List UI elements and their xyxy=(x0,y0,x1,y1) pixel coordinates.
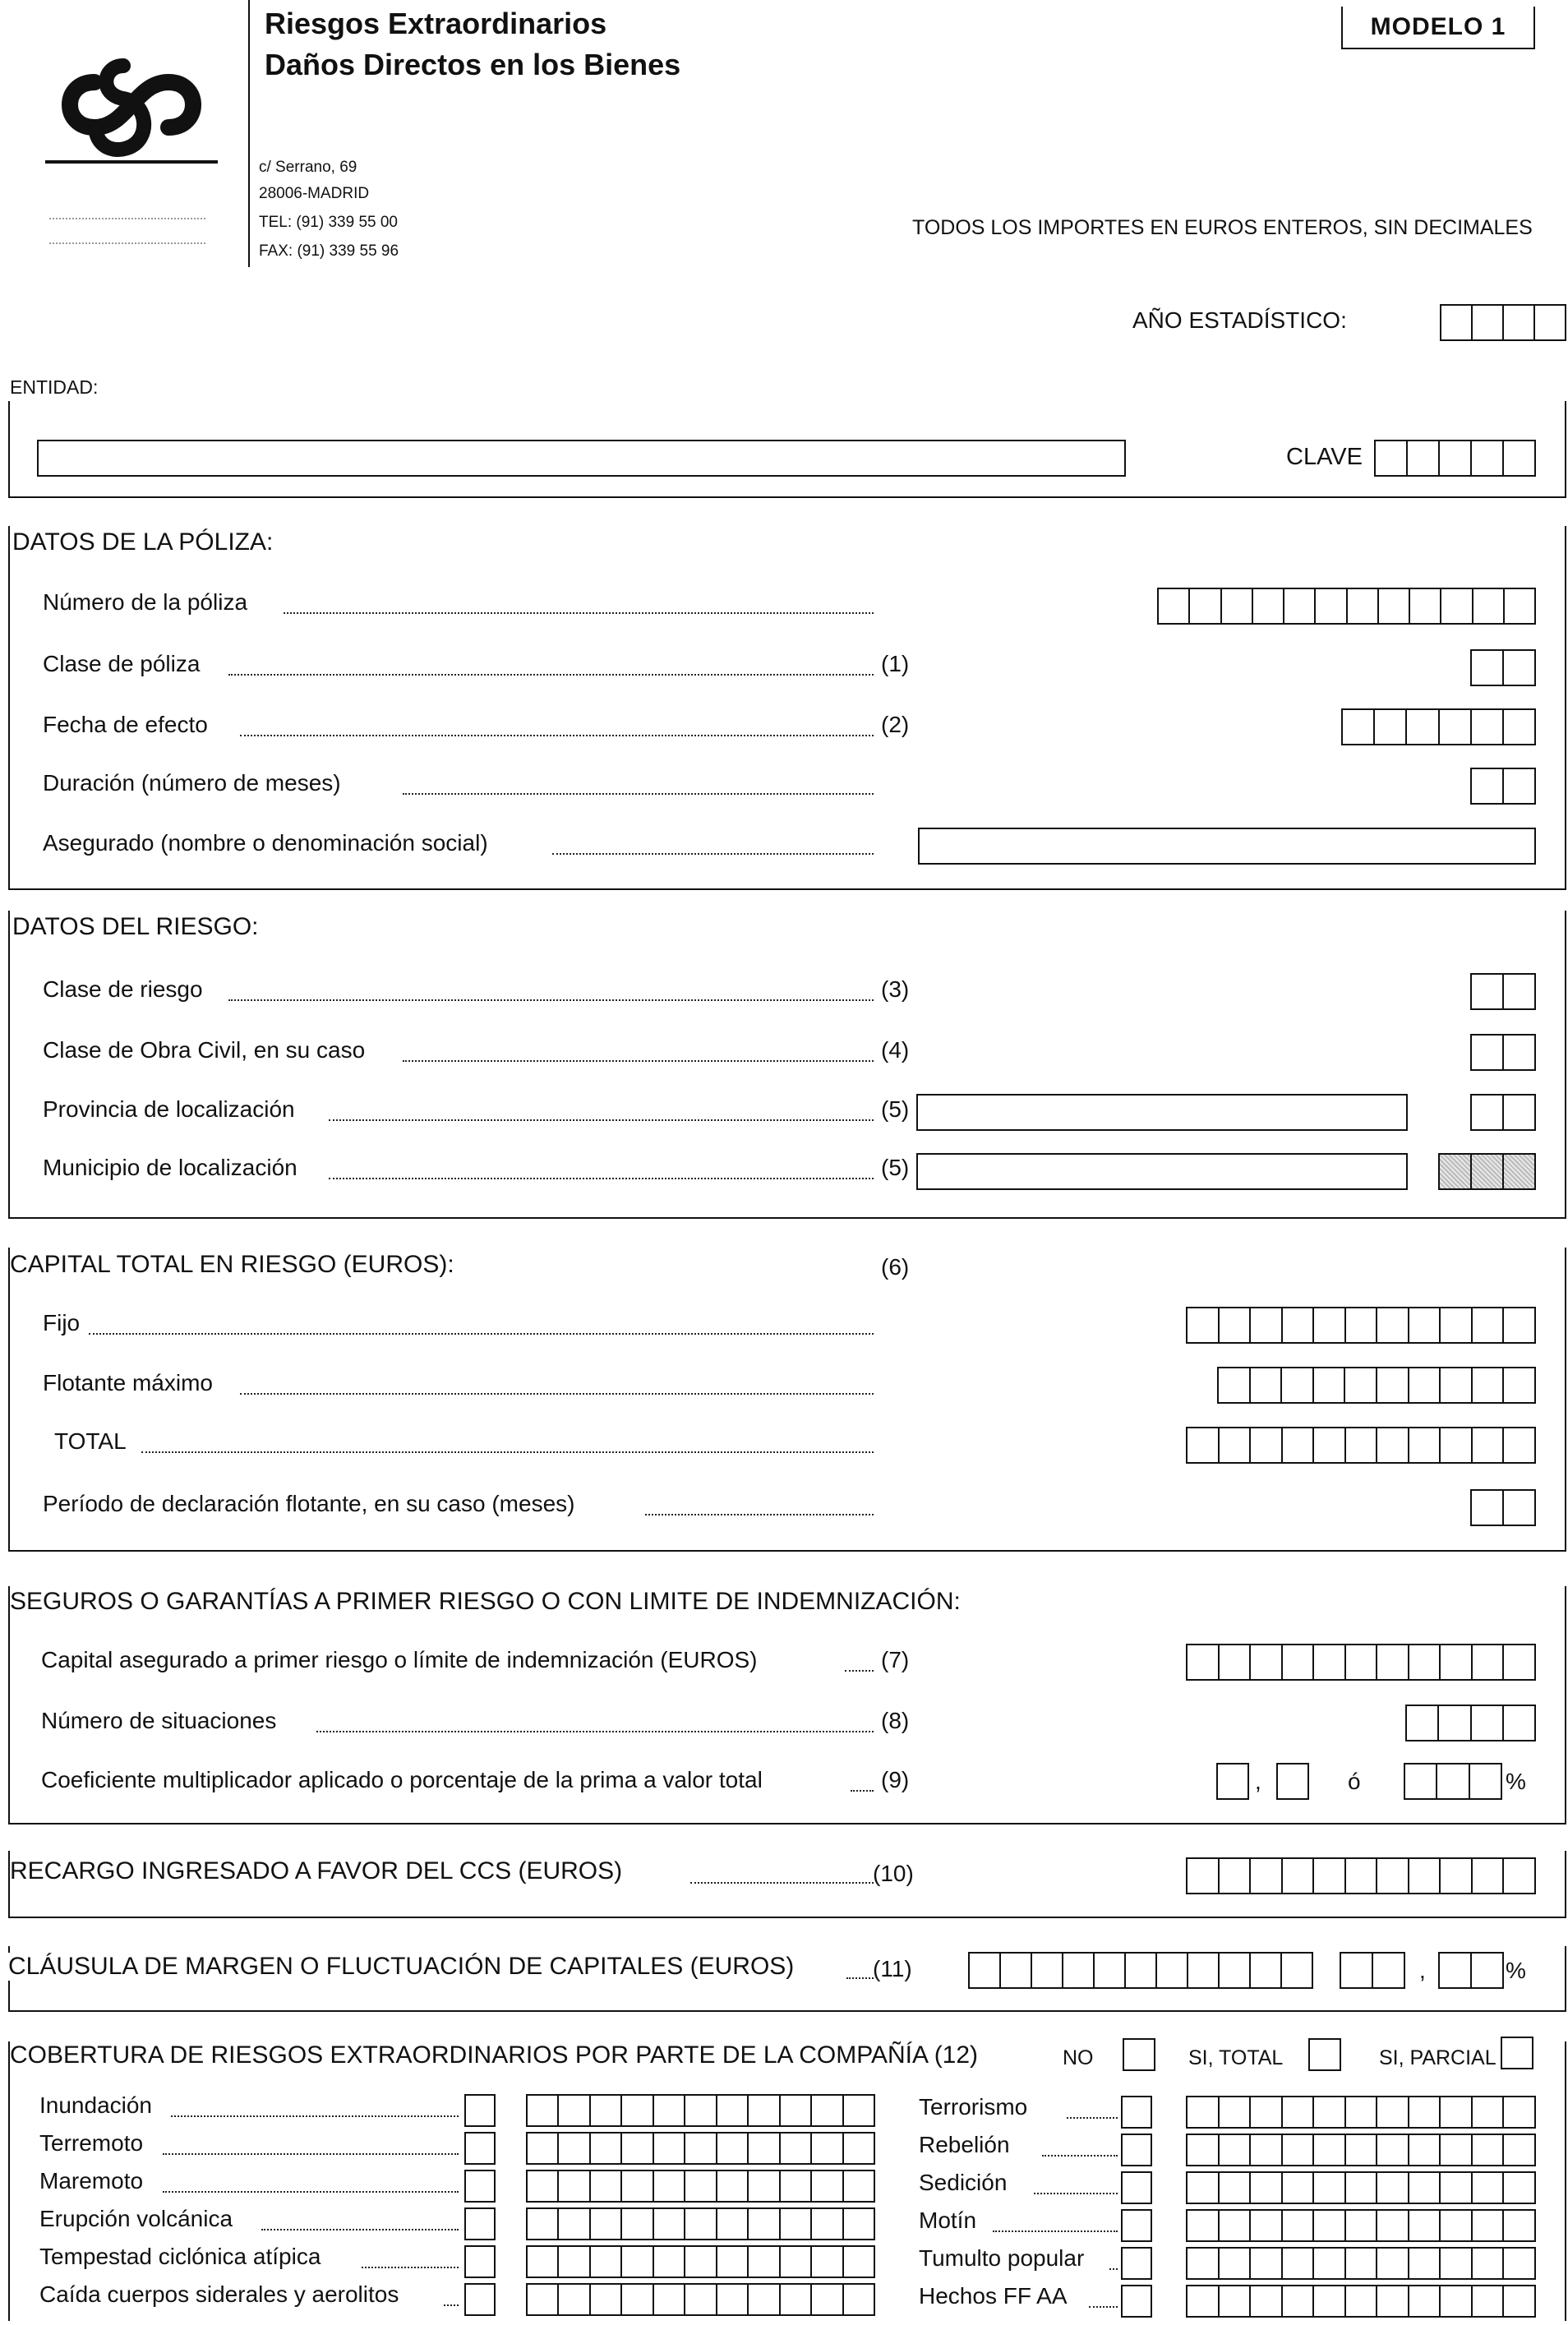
cobertura-right-check-0[interactable] xyxy=(1121,2096,1152,2129)
header-divider xyxy=(248,0,250,267)
obra-civil-dots xyxy=(403,1060,874,1062)
periodo-input[interactable] xyxy=(1470,1489,1536,1526)
obra-civil-label: Clase de Obra Civil, en su caso xyxy=(43,1037,366,1063)
cobertura-right-check-2[interactable] xyxy=(1121,2171,1152,2204)
provincia-label: Provincia de localización xyxy=(43,1096,295,1122)
cobertura-right-label-3: Motín xyxy=(919,2207,977,2233)
cobertura-left-label-4: Tempestad ciclónica atípica xyxy=(39,2244,321,2269)
municipio-name-input[interactable] xyxy=(916,1153,1408,1190)
clase-riesgo-label: Clase de riesgo xyxy=(43,976,203,1002)
model-badge xyxy=(1341,7,1535,49)
municipio-ref: (5) xyxy=(881,1155,910,1180)
cobertura-left-check-1[interactable] xyxy=(464,2132,496,2165)
logo-caption-dots-2 xyxy=(49,242,205,244)
cobertura-right-check-4[interactable] xyxy=(1121,2247,1152,2280)
fijo-dots xyxy=(89,1333,874,1335)
clausula-amount-input[interactable] xyxy=(968,1952,1313,1989)
capital-asegurado-ref: (7) xyxy=(881,1647,910,1672)
asegurado-label: Asegurado (nombre o denominación social) xyxy=(43,830,488,856)
cobertura-si-parcial-checkbox[interactable] xyxy=(1501,2037,1533,2069)
recargo-title: RECARGO INGRESADO A FAVOR DEL CCS (EUROS) xyxy=(10,1857,627,1885)
obra-civil-ref: (4) xyxy=(881,1037,910,1063)
cobertura-right-dots-4 xyxy=(1109,2268,1118,2270)
capital-asegurado-dots xyxy=(845,1670,874,1672)
municipio-dots xyxy=(329,1178,874,1179)
flotante-dots xyxy=(240,1393,874,1395)
fecha-efecto-label: Fecha de efecto xyxy=(43,712,208,737)
cobertura-right-amount-3[interactable] xyxy=(1186,2209,1536,2242)
capital-title: CAPITAL TOTAL EN RIESGO (EUROS): xyxy=(10,1251,459,1279)
cobertura-left-label-1: Terremoto xyxy=(39,2130,144,2156)
cobertura-right-label-1: Rebelión xyxy=(919,2132,1010,2157)
cobertura-left-amount-0[interactable] xyxy=(526,2094,875,2127)
cobertura-right-dots-1 xyxy=(1042,2155,1118,2157)
title-line-1: Riesgos Extraordinarios xyxy=(265,7,607,40)
logo xyxy=(45,49,218,181)
situaciones-input[interactable] xyxy=(1405,1705,1536,1741)
cobertura-left-amount-2[interactable] xyxy=(526,2170,875,2203)
cobertura-no-checkbox[interactable] xyxy=(1123,2038,1155,2071)
fecha-efecto-ref: (2) xyxy=(881,712,910,737)
periodo-dots xyxy=(645,1514,874,1515)
provincia-name-input[interactable] xyxy=(916,1094,1408,1131)
numero-poliza-dots xyxy=(284,612,874,614)
capital-ref: (6) xyxy=(881,1254,910,1280)
clausula-ref: (11) xyxy=(873,1956,912,1981)
cobertura-title: COBERTURA DE RIESGOS EXTRAORDINARIOS POR PARTE DE LA COMPAÑÍA (12) xyxy=(10,2041,983,2069)
cobertura-left-label-3: Erupción volcánica xyxy=(39,2206,233,2231)
cobertura-right-label-4: Tumulto popular xyxy=(919,2245,1085,2271)
porcentaje-symbol: % xyxy=(1506,1769,1526,1794)
address-line-3: TEL: (91) 339 55 00 xyxy=(259,214,398,231)
total-input[interactable] xyxy=(1186,1427,1536,1464)
cobertura-right-label-0: Terrorismo xyxy=(919,2094,1028,2120)
flotante-label: Flotante máximo xyxy=(43,1370,213,1395)
municipio-code-input xyxy=(1438,1153,1536,1190)
cobertura-left-check-5[interactable] xyxy=(464,2283,496,2316)
fecha-efecto-dots xyxy=(240,735,874,736)
asegurado-input[interactable] xyxy=(918,828,1536,865)
cobertura-left-amount-3[interactable] xyxy=(526,2207,875,2240)
cobertura-right-amount-1[interactable] xyxy=(1186,2134,1536,2166)
provincia-ref: (5) xyxy=(881,1096,910,1122)
cobertura-left-amount-5[interactable] xyxy=(526,2283,875,2316)
clase-riesgo-dots xyxy=(228,999,874,1001)
total-dots xyxy=(141,1451,874,1453)
cobertura-right-check-5[interactable] xyxy=(1121,2285,1152,2318)
asegurado-dots xyxy=(552,853,874,855)
capital-asegurado-input[interactable] xyxy=(1186,1644,1536,1681)
cobertura-left-dots-2 xyxy=(163,2191,459,2193)
capital-asegurado-label: Capital asegurado a primer riesgo o límite de indemnización (EUROS) xyxy=(41,1647,758,1672)
coeficiente-int-input[interactable] xyxy=(1216,1763,1249,1800)
cobertura-si-total-label: SI, TOTAL xyxy=(1188,2046,1284,2069)
coeficiente-ref: (9) xyxy=(881,1767,910,1792)
situaciones-label: Número de situaciones xyxy=(41,1708,277,1733)
duracion-input[interactable] xyxy=(1470,768,1536,805)
poliza-title: DATOS DE LA PÓLIZA: xyxy=(12,528,278,556)
amounts-note: TODOS LOS IMPORTES EN EUROS ENTEROS, SIN DECIMALES xyxy=(912,216,1533,239)
situaciones-dots xyxy=(316,1731,874,1732)
cobertura-left-dots-3 xyxy=(261,2229,459,2230)
anio-input[interactable] xyxy=(1440,304,1566,341)
logo-caption-dots xyxy=(49,218,205,219)
cobertura-right-amount-0[interactable] xyxy=(1186,2096,1536,2129)
cobertura-left-amount-4[interactable] xyxy=(526,2245,875,2278)
cobertura-right-dots-0 xyxy=(1067,2117,1118,2119)
cobertura-right-label-5: Hechos FF AA xyxy=(919,2283,1068,2309)
porcentaje-input[interactable] xyxy=(1404,1763,1502,1800)
cobertura-right-check-3[interactable] xyxy=(1121,2209,1152,2242)
clase-poliza-ref: (1) xyxy=(881,651,910,676)
cobertura-si-total-checkbox[interactable] xyxy=(1308,2038,1341,2071)
recargo-ref: (10) xyxy=(873,1861,914,1886)
cobertura-right-check-1[interactable] xyxy=(1121,2134,1152,2166)
duracion-label: Duración (número de meses) xyxy=(43,770,341,796)
clausula-dec-input[interactable] xyxy=(1438,1952,1504,1989)
cobertura-left-check-0[interactable] xyxy=(464,2094,496,2127)
clase-poliza-input[interactable] xyxy=(1470,649,1536,686)
duracion-dots xyxy=(403,793,874,795)
cobertura-left-check-3[interactable] xyxy=(464,2207,496,2240)
clausula-int-input[interactable] xyxy=(1340,1952,1405,1989)
cobertura-si-parcial-label: SI, PARCIAL xyxy=(1379,2046,1497,2069)
municipio-label: Municipio de localización xyxy=(43,1155,297,1180)
coeficiente-or: ó xyxy=(1348,1769,1361,1794)
clave-label: CLAVE xyxy=(1286,444,1363,470)
flotante-input[interactable] xyxy=(1217,1367,1536,1404)
riesgo-title: DATOS DEL RIESGO: xyxy=(12,913,264,941)
cobertura-right-amount-5[interactable] xyxy=(1186,2285,1536,2318)
clase-poliza-label: Clase de póliza xyxy=(43,651,201,676)
cobertura-right-dots-5 xyxy=(1089,2306,1118,2308)
address-line-1: c/ Serrano, 69 xyxy=(259,159,357,176)
clase-riesgo-input[interactable] xyxy=(1470,973,1536,1010)
cobertura-no-label: NO xyxy=(1063,2046,1094,2069)
numero-poliza-label: Número de la póliza xyxy=(43,589,248,615)
entidad-name-input[interactable] xyxy=(37,440,1126,477)
cobertura-left-dots-0 xyxy=(171,2115,459,2117)
entidad-label: ENTIDAD: xyxy=(10,376,99,398)
provincia-dots xyxy=(329,1119,874,1121)
model-label: MODELO 1 xyxy=(1370,13,1506,40)
cobertura-left-label-2: Maremoto xyxy=(39,2168,144,2194)
cobertura-right-label-2: Sedición xyxy=(919,2170,1008,2195)
coeficiente-dec-input[interactable] xyxy=(1276,1763,1309,1800)
title-line-2: Daños Directos en los Bienes xyxy=(265,48,681,81)
cobertura-left-dots-4 xyxy=(362,2267,459,2268)
cobertura-left-dots-5 xyxy=(444,2304,459,2306)
provincia-code-input[interactable] xyxy=(1470,1094,1536,1131)
cobertura-right-dots-3 xyxy=(993,2230,1118,2232)
cobertura-left-label-0: Inundación xyxy=(39,2092,153,2118)
ccs-logo-icon xyxy=(45,49,218,181)
fecha-efecto-input[interactable] xyxy=(1341,708,1536,745)
cobertura-left-check-4[interactable] xyxy=(464,2245,496,2278)
address-line-4: FAX: (91) 339 55 96 xyxy=(259,242,399,260)
total-label: TOTAL xyxy=(54,1428,127,1454)
fijo-label: Fijo xyxy=(43,1310,81,1335)
coeficiente-comma: , xyxy=(1255,1769,1261,1794)
cobertura-right-dots-2 xyxy=(1034,2193,1118,2194)
clase-poliza-dots xyxy=(228,674,874,676)
clausula-comma: , xyxy=(1419,1958,1426,1983)
recargo-dots xyxy=(690,1882,874,1884)
situaciones-ref: (8) xyxy=(881,1708,910,1733)
clave-input[interactable] xyxy=(1374,440,1536,477)
recargo-input[interactable] xyxy=(1186,1857,1536,1894)
periodo-label: Período de declaración flotante, en su caso (meses) xyxy=(43,1491,575,1516)
clausula-percent: % xyxy=(1506,1958,1526,1983)
clausula-title: CLÁUSULA DE MARGEN O FLUCTUACIÓN DE CAPITALES (EUROS) xyxy=(8,1953,799,1981)
clase-riesgo-ref: (3) xyxy=(881,976,910,1002)
cobertura-right-amount-4[interactable] xyxy=(1186,2247,1536,2280)
cobertura-left-dots-1 xyxy=(163,2153,459,2155)
coeficiente-label: Coeficiente multiplicador aplicado o porcentaje de la prima a valor total xyxy=(41,1767,763,1792)
coeficiente-dots xyxy=(851,1790,874,1792)
cobertura-left-amount-1[interactable] xyxy=(526,2132,875,2165)
fijo-input[interactable] xyxy=(1186,1307,1536,1344)
cobertura-left-label-5: Caída cuerpos siderales y aerolitos xyxy=(39,2281,399,2307)
anio-label: AÑO ESTADÍSTICO: xyxy=(1132,307,1347,333)
clausula-dots xyxy=(846,1977,874,1979)
cobertura-right-amount-2[interactable] xyxy=(1186,2171,1536,2204)
numero-poliza-input[interactable] xyxy=(1157,588,1536,625)
address-line-2: 28006-MADRID xyxy=(259,185,370,202)
obra-civil-input[interactable] xyxy=(1470,1034,1536,1071)
primer-title: SEGUROS O GARANTÍAS A PRIMER RIESGO O CON LIMITE DE INDEMNIZACIÓN: xyxy=(10,1588,966,1616)
cobertura-left-check-2[interactable] xyxy=(464,2170,496,2203)
